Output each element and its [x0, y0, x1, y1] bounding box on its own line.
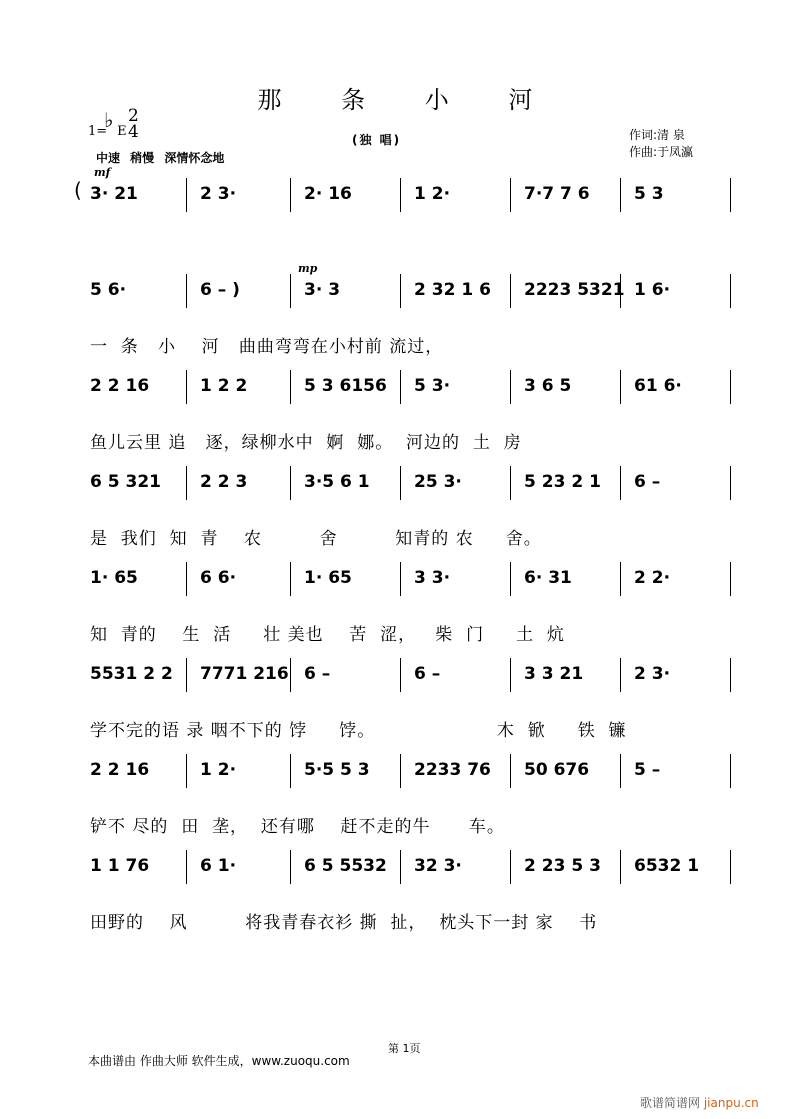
measure: 5 23 2 1	[524, 472, 601, 492]
measure: 6532 1	[634, 856, 700, 876]
lyric-line: 知 青的 生 活 壮 美也 苦 涩， 柴 门 土 炕	[90, 625, 565, 645]
barline	[290, 466, 291, 500]
barline	[730, 274, 731, 308]
measure: 6 –	[414, 664, 441, 684]
measure: 2 32 1 6	[414, 280, 491, 300]
note-row	[90, 754, 730, 788]
composer: 作曲:于凤瀛	[629, 145, 694, 159]
measure: 3 6 5	[524, 376, 572, 396]
stave-6	[90, 658, 730, 741]
measure: 6 1·	[200, 856, 237, 876]
time-top: 2	[128, 106, 139, 126]
measure: 32 3·	[414, 856, 462, 876]
measure: 3·5 6 1	[304, 472, 370, 492]
barline	[400, 562, 401, 596]
barline	[730, 562, 731, 596]
barline	[400, 274, 401, 308]
barline	[510, 274, 511, 308]
barline	[290, 754, 291, 788]
barline	[186, 850, 187, 884]
barline	[510, 370, 511, 404]
measure: 7771 216	[200, 664, 289, 684]
note-row	[90, 850, 730, 884]
measure: 5 3·	[414, 376, 451, 396]
measure: 2223 5321	[524, 280, 625, 300]
measure: 25 3·	[414, 472, 462, 492]
measure: 5·5 5 3	[304, 760, 370, 780]
barline	[186, 562, 187, 596]
barline	[730, 850, 731, 884]
measure: 1 2·	[414, 184, 451, 204]
measure: 6· 31	[524, 568, 572, 588]
barline	[400, 850, 401, 884]
measure: 3 3 21	[524, 664, 584, 684]
measure: 5531 2 2	[90, 664, 173, 684]
measure: 5 –	[634, 760, 661, 780]
barline	[186, 274, 187, 308]
measure: 50 676	[524, 760, 590, 780]
key-label: 1=	[88, 124, 108, 139]
barline	[510, 754, 511, 788]
barline	[510, 562, 511, 596]
stave-4	[90, 466, 730, 549]
measure: 1 6·	[634, 280, 671, 300]
barline	[400, 466, 401, 500]
time-signature	[128, 108, 139, 140]
barline	[186, 466, 187, 500]
tempo-marking: 中速 稍慢 深情怀念地	[96, 151, 225, 165]
lyric-line: 田野的 风 将我青春衣衫 撕 扯， 枕头下一封 家 书	[90, 913, 598, 933]
credits	[629, 127, 693, 161]
barline	[186, 370, 187, 404]
time-bottom: 4	[128, 122, 139, 142]
measure: 2 3·	[634, 664, 671, 684]
song-title: 那 条 小 河	[257, 86, 559, 114]
note-row	[90, 178, 730, 212]
barline	[290, 178, 291, 212]
note-row	[90, 274, 730, 308]
watermark-en: jianpu.cn	[703, 1096, 759, 1110]
generator-note: 本曲谱由 作曲大师 软件生成，www.zuoqu.com	[88, 1054, 350, 1068]
measure: 2 23 5 3	[524, 856, 601, 876]
watermark	[640, 1094, 759, 1111]
stave-1	[90, 178, 730, 258]
measure: 6 –	[634, 472, 661, 492]
barline	[730, 178, 731, 212]
measure: 2 2 16	[90, 760, 150, 780]
stave-7	[90, 754, 730, 837]
measure: 6 5 5532	[304, 856, 387, 876]
measure: 3· 3	[304, 280, 341, 300]
barline	[730, 466, 731, 500]
measure: 2 2 3	[200, 472, 248, 492]
dynamic-mp: mp	[298, 262, 318, 275]
barline	[290, 562, 291, 596]
measure: 5 3	[634, 184, 664, 204]
measure: 1 2 2	[200, 376, 248, 396]
barline	[290, 850, 291, 884]
measure: 3· 21	[90, 184, 138, 204]
barline	[186, 754, 187, 788]
measure: 61 6·	[634, 376, 682, 396]
stave-3	[90, 370, 730, 453]
stave-8	[90, 850, 730, 933]
measure: 1· 65	[90, 568, 138, 588]
intro-open-paren: (	[74, 178, 82, 202]
note-row	[90, 370, 730, 404]
barline	[290, 274, 291, 308]
measure: 2 3·	[200, 184, 237, 204]
barline	[510, 178, 511, 212]
measure: 5 3 6156	[304, 376, 387, 396]
note-row	[90, 562, 730, 596]
measure: 6 6·	[200, 568, 237, 588]
barline	[620, 466, 621, 500]
key-note: E	[117, 124, 127, 139]
measure: 5 6·	[90, 280, 127, 300]
measure: 2 2·	[634, 568, 671, 588]
barline	[510, 850, 511, 884]
barline	[730, 754, 731, 788]
measure: 3 3·	[414, 568, 451, 588]
measure: 2· 16	[304, 184, 352, 204]
barline	[620, 562, 621, 596]
measure: 6 –	[304, 664, 331, 684]
stave-5	[90, 562, 730, 645]
barline	[620, 658, 621, 692]
barline	[186, 658, 187, 692]
page-number: 第 1页	[388, 1042, 421, 1055]
measure: 2233 76	[414, 760, 491, 780]
lyric-line: 鱼儿云里 追 逐，绿柳水中 婀 娜。 河边的 土 房	[90, 433, 522, 453]
barline	[620, 850, 621, 884]
stave-2	[90, 274, 730, 357]
measure: 1 1 76	[90, 856, 150, 876]
barline	[290, 658, 291, 692]
barline	[400, 370, 401, 404]
barline	[730, 370, 731, 404]
measure: 6 5 321	[90, 472, 161, 492]
measure: 1 2·	[200, 760, 237, 780]
note-row	[90, 658, 730, 692]
measure: 2 2 16	[90, 376, 150, 396]
measure: 1· 65	[304, 568, 352, 588]
barline	[400, 178, 401, 212]
performance-type: (独 唱)	[352, 133, 402, 147]
dynamic-mf: mf	[94, 166, 111, 179]
barline	[186, 178, 187, 212]
note-row	[90, 466, 730, 500]
lyric-line: 是 我们 知 青 农 舍 知青的 农 舍。	[90, 529, 542, 549]
barline	[290, 370, 291, 404]
barline	[620, 754, 621, 788]
barline	[510, 658, 511, 692]
lyric-line: 学不完的语 录 咽不下的 饽 饽。 木 锨 铁 镰	[90, 721, 627, 741]
barline	[620, 370, 621, 404]
barline	[400, 658, 401, 692]
measure: 6 – )	[200, 280, 240, 300]
lyric-line: 一 条 小 河 曲曲弯弯在小村前 流过，	[90, 337, 444, 357]
watermark-cn: 歌谱简谱网	[640, 1096, 701, 1110]
lyricist: 作词:清 泉	[629, 128, 685, 142]
barline	[620, 178, 621, 212]
measure: 7·7 7 6	[524, 184, 590, 204]
barline	[730, 658, 731, 692]
flat-symbol: ♭	[104, 108, 114, 132]
barline	[400, 754, 401, 788]
lyric-line: 铲不 尽的 田 垄， 还有哪 赶不走的牛 车。	[90, 817, 505, 837]
barline	[510, 466, 511, 500]
